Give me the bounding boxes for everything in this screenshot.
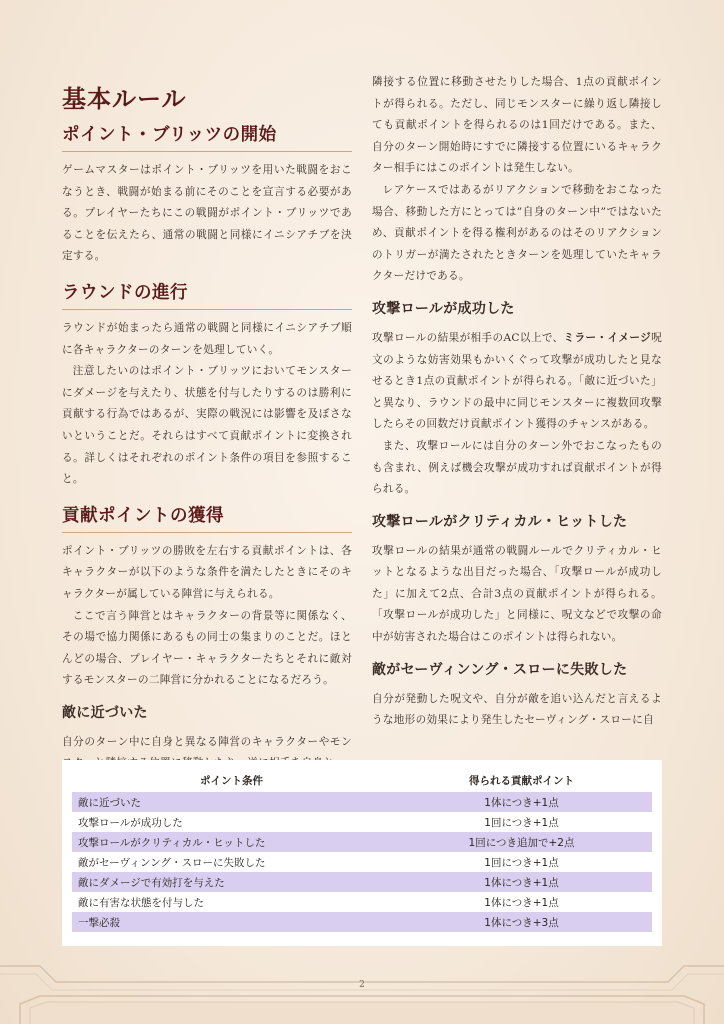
subsection-title-critical: 攻撃ロールがクリティカル・ヒットした (372, 513, 628, 530)
table-row (72, 812, 652, 832)
header-points: 得られる貢献ポイント (469, 774, 574, 787)
page-number: 2 (359, 980, 365, 990)
row-condition: 攻撃ロールがクリティカル・ヒットした (72, 832, 391, 852)
right-column (372, 72, 662, 732)
section-title-round: ラウンドの進行 (62, 280, 352, 310)
table-row (72, 832, 652, 852)
page-title: 基本ルール (62, 84, 187, 113)
row-points: 1体につき+1点 (391, 872, 652, 892)
left-column (62, 72, 352, 775)
header-condition: ポイント条件 (200, 774, 263, 787)
text-run: 呪文のような妨害効果もかいくぐって攻撃が成功したと見なせるとき1点の貢献ポイントが得られる。「敵に近づいた」と異なり、ラウンドの最中に同じモンスターに複数回攻撃したらその回数だけ貢献ポイント獲得のチャンスがある。 (372, 331, 662, 431)
table-row (72, 852, 652, 872)
paragraph: レアケースではあるがリアクションで移動をおこなった場合、移動した方にとっては”自身のターン中”ではないため、貢献ポイントを得る権利があるのはそのリアクションのトリガーが満たされたときターンを処理していたキャラクターだけである。 (372, 183, 662, 283)
row-condition: 敵に近づいた (72, 792, 391, 812)
paragraph: ゲームマスターはポイント・ブリッツを用いた戦闘をおこなうとき、戦闘が始まる前にそのことを宣言する必要がある。プレイヤーたちにこの戦闘がポイント・ブリッツであることを伝えたら、通常の戦闘と同様にイニシアチブを決定する。 (62, 164, 352, 263)
points-table-box (62, 760, 662, 946)
paragraph: ここで言う陣営とはキャラクターの背景等に関係なく、その場で協力関係にあるもの同士の集まりのことだ。ほとんどの場合、プレイヤー・キャラクターたちとそれに敵対するモンスターの二陣営に分かれることになるだろう。 (62, 609, 352, 687)
paragraph: 自分のターン中に自身と異なる陣営のキャラクターやモン (62, 735, 352, 748)
paragraph: 隣接する位置に移動させたりした場合、1点の貢献ポイントが得られる。ただし、同じモンスターに繰り返し隣接しても貢献ポイントを得られるのは1回だけである。また、自分のターン開始時にすでに隣接する位置にいるキャラクター相手にはこのポイントは発生しない。 (372, 76, 662, 175)
row-points: 1回につき+1点 (484, 856, 559, 869)
row-points: 1体につき+3点 (391, 912, 652, 932)
paragraph: また、攻撃ロールには自分のターン外でおこなったものも含まれ、例えば機会攻撃が成功すれば貢献ポイントが得られる。 (372, 439, 662, 496)
subsection-title-saving-throw: 敵がセーヴィンング・スローに失敗した (372, 661, 628, 678)
row-points: 1回につき追加で+2点 (391, 832, 652, 852)
paragraph: 注意したいのはポイント・ブリッツにおいてモンスターにダメージを与えたり、状態を付与したりするのは勝利に貢献する行為ではあるが、実際の戦況には影響を及ぼさないということだ。それらはすべて貢献ポイントに変換される。詳しくはそれぞれのポイント条件の項目を参照すること。 (62, 365, 352, 486)
decorative-frame-bottom (0, 960, 724, 1024)
row-condition: 敵に有害な状態を付与した (78, 896, 204, 909)
paragraph (372, 328, 662, 436)
table-row (72, 912, 652, 932)
paragraph: ポイント・ブリッツの勝敗を左右する貢献ポイントは、各キャラクターが以下のような条件を満たしたときにそのキャラクターが属している陣営に与えられる。 (62, 544, 352, 600)
row-points: 1体につき+1点 (391, 792, 652, 812)
table-row (72, 892, 652, 912)
paragraph: 自分が発動した呪文や、自分が敵を追い込んだと言えるような地形の効果により発生したセーヴィング・スローに自 (372, 692, 662, 727)
row-condition: 攻撃ロールが成功した (78, 816, 183, 829)
table-row (72, 792, 652, 812)
row-points: 1回につき+1点 (484, 816, 559, 829)
section-title-points: 貢献ポイントの獲得 (62, 503, 352, 533)
text-run: 攻撃ロールの結果が相手のAC以上で、 (372, 331, 564, 344)
table-header-row (72, 768, 652, 792)
points-table (72, 768, 652, 932)
paragraph: 攻撃ロールの結果が通常の戦闘ルールでクリティカル・ヒットとなるような出目だった場合、「攻撃ロールが成功した」に加えて2点、合計3点の貢献ポイントが得られる。「攻撃ロールが成功した」と同様に、呪文などで攻撃の命中が妨害された場合はこのポイントは得られない。 (372, 544, 662, 644)
subsection-title-approach: 敵に近づいた (62, 704, 148, 721)
paragraph: ラウンドが始まったら通常の戦闘と同様にイニシアチブ順に各キャラクターのターンを処理していく。 (62, 321, 352, 356)
section-title-start: ポイント・ブリッツの開始 (62, 122, 352, 152)
row-points: 1体につき+1点 (484, 896, 559, 909)
row-condition: 敵がセーヴィンング・スローに失敗した (78, 856, 266, 869)
subsection-title-attack-success: 攻撃ロールが成功した (372, 300, 515, 317)
row-condition: 一撃必殺 (72, 912, 391, 932)
table-row (72, 872, 652, 892)
spell-name: ミラー・イメージ (563, 331, 652, 344)
row-condition: 敵にダメージで有効打を与えた (72, 872, 391, 892)
